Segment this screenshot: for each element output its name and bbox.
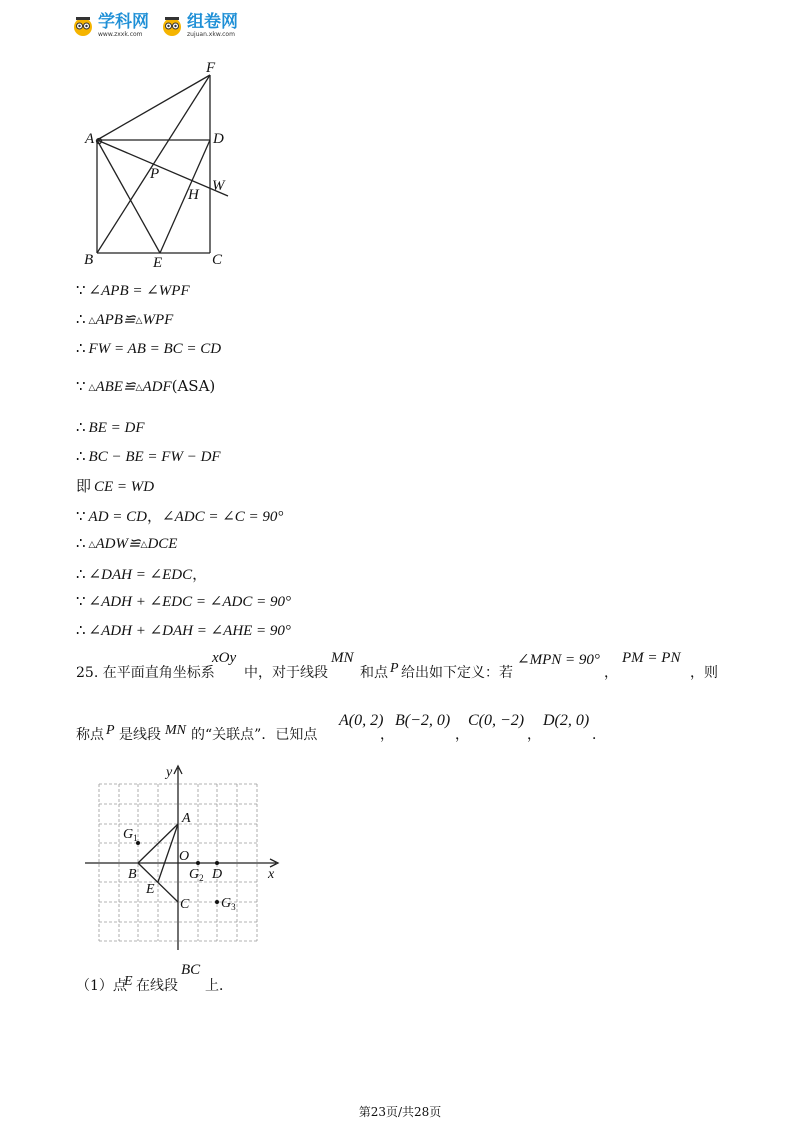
label-c: C (180, 897, 190, 912)
q25-line2-a: 称点 (76, 727, 104, 743)
logo2-text: 组卷网 (187, 12, 238, 32)
triangle-icon: △ (135, 383, 143, 393)
proof-text: ADW≌ (95, 536, 141, 552)
proof-text: ∠DAH = ∠EDC (88, 567, 193, 583)
logo1-url: www.zxxk.com (98, 31, 143, 38)
segment-af (97, 75, 210, 140)
proof-line (76, 475, 154, 496)
label-y: y (166, 765, 173, 780)
proof-symbol: ∵ (76, 507, 86, 525)
page-footer: 第23页/共28页 (358, 1105, 442, 1119)
q25-line2-p: P (106, 723, 115, 738)
proof-text: ， (192, 565, 208, 583)
proof-symbol: 即 (76, 477, 92, 495)
triangle-icon: △ (88, 383, 96, 393)
sub1-prefix: （1）点 (76, 978, 127, 994)
q25-mid2: 和点 (360, 665, 388, 681)
q25-point-c: C(0, −2) (468, 712, 525, 729)
logo-zxxk[interactable] (72, 14, 149, 38)
proof-text: FW = AB = BC = CD (88, 341, 222, 357)
label-g2: $G_2$ (189, 867, 204, 883)
q25-mn: MN (331, 650, 354, 666)
q25-point-a: A(0, 2) (339, 712, 384, 729)
q25-sep3: ， (527, 727, 541, 743)
label-e: E (153, 255, 163, 271)
proof-text: ， (147, 507, 163, 525)
proof-symbol: ∵ (76, 377, 86, 395)
q25-angle: ∠MPN = 90° (517, 652, 600, 668)
proof-text: BE = DF (88, 420, 145, 436)
coordinate-figure (80, 760, 290, 955)
logo2-url: zujuan.xkw.com (187, 31, 235, 38)
q25-mid3: 给出如下定义：若 (401, 665, 513, 681)
proof-symbol: ∴ (76, 621, 86, 639)
q25-line2-mn: MN (165, 723, 186, 738)
proof-line (76, 534, 177, 553)
triangle-icon: △ (140, 540, 148, 550)
proof-text: CE = WD (94, 479, 155, 495)
label-o: O (179, 849, 190, 864)
header-logos (72, 14, 238, 38)
q25-period: ． (592, 727, 606, 743)
proof-line (76, 339, 221, 358)
triangle-icon: △ (88, 316, 96, 326)
label-a: A (85, 131, 95, 147)
q25-point-b: B(−2, 0) (395, 712, 451, 729)
proof-line (76, 281, 190, 300)
q25-mid1: 中，对于线段 (244, 665, 328, 681)
label-e: E (146, 882, 155, 897)
proof-symbol: ∵ (76, 592, 86, 610)
geometry-figure-square (80, 58, 240, 272)
q25-sep1: ， (380, 727, 394, 743)
point-g3 (215, 900, 219, 904)
sub1-end: 上． (205, 978, 233, 994)
segment-aw (97, 140, 228, 196)
segment-ae (158, 824, 178, 882)
proof-text: APB≌ (95, 312, 136, 328)
owl-icon (72, 15, 94, 37)
label-h: H (188, 187, 199, 203)
proof-text: BC − BE = FW − DF (88, 449, 221, 465)
proof-text: ∠APB = ∠WPF (88, 283, 190, 299)
proof-line (76, 621, 291, 640)
proof-line (76, 418, 145, 437)
point-g2 (196, 861, 200, 865)
triangle-icon: △ (88, 540, 96, 550)
logo-zujuan[interactable] (161, 14, 238, 38)
point-d (215, 861, 219, 865)
sub1-e: E (124, 974, 133, 989)
proof-symbol: ∴ (76, 565, 86, 583)
triangle-icon: △ (135, 316, 143, 326)
label-f: F (206, 60, 216, 76)
proof-line (76, 563, 207, 584)
segment-ed (160, 140, 210, 253)
owl-icon (161, 15, 183, 37)
proof-text: ABE≌ (95, 379, 136, 395)
proof-text: WPF (142, 312, 174, 328)
proof-line (76, 447, 221, 466)
label-g1: $G_1$ (123, 827, 138, 843)
proof-symbol: ∴ (76, 534, 86, 552)
label-w: W (212, 178, 225, 194)
q25-line2-b: 是线段 (119, 727, 161, 743)
proof-text: AD = CD (88, 509, 148, 525)
proof-text: (ASA) (171, 377, 216, 395)
proof-line (76, 310, 173, 329)
sub1-bc: BC (181, 962, 201, 978)
question-25-line1 (76, 662, 215, 682)
proof-line (76, 377, 215, 396)
proof-text: ∠ADH + ∠DAH = ∠AHE = 90° (88, 623, 291, 639)
label-b: B (128, 867, 137, 882)
segment-ae (97, 140, 160, 253)
label-x: x (268, 867, 275, 882)
proof-symbol: ∴ (76, 418, 86, 436)
label-d: D (213, 131, 224, 147)
logo1-text: 学科网 (98, 12, 149, 32)
q25-xoy: xOy (212, 650, 237, 666)
proof-line (76, 505, 283, 526)
proof-symbol: ∴ (76, 447, 86, 465)
label-b: B (84, 252, 94, 268)
q25-comma1: ， (604, 665, 618, 681)
label-d: D (212, 867, 223, 882)
q25-eq: PM = PN (622, 650, 681, 666)
q25-point-d: D(2, 0) (543, 712, 590, 729)
proof-text: ADF (142, 379, 172, 395)
q25-prefix: 25. 在平面直角坐标系 (76, 665, 215, 681)
label-g3: $G_3$ (221, 896, 236, 912)
proof-symbol: ∴ (76, 310, 86, 328)
proof-text: DCE (147, 536, 178, 552)
proof-symbol: ∴ (76, 339, 86, 357)
q25-end1: ，则 (690, 665, 718, 681)
q25-line2-c: 的“关联点”．已知点 (191, 727, 318, 743)
q25-sep2: ， (455, 727, 469, 743)
label-p: P (150, 166, 160, 182)
proof-text: ∠ADC = ∠C = 90° (162, 509, 284, 525)
q25-p: P (390, 661, 399, 676)
proof-text: ∠ADH + ∠EDC = ∠ADC = 90° (88, 594, 291, 610)
proof-line (76, 592, 291, 611)
label-c: C (212, 252, 223, 268)
sub1-mid: 在线段 (136, 978, 178, 994)
label-a: A (182, 811, 191, 826)
proof-symbol: ∵ (76, 281, 86, 299)
